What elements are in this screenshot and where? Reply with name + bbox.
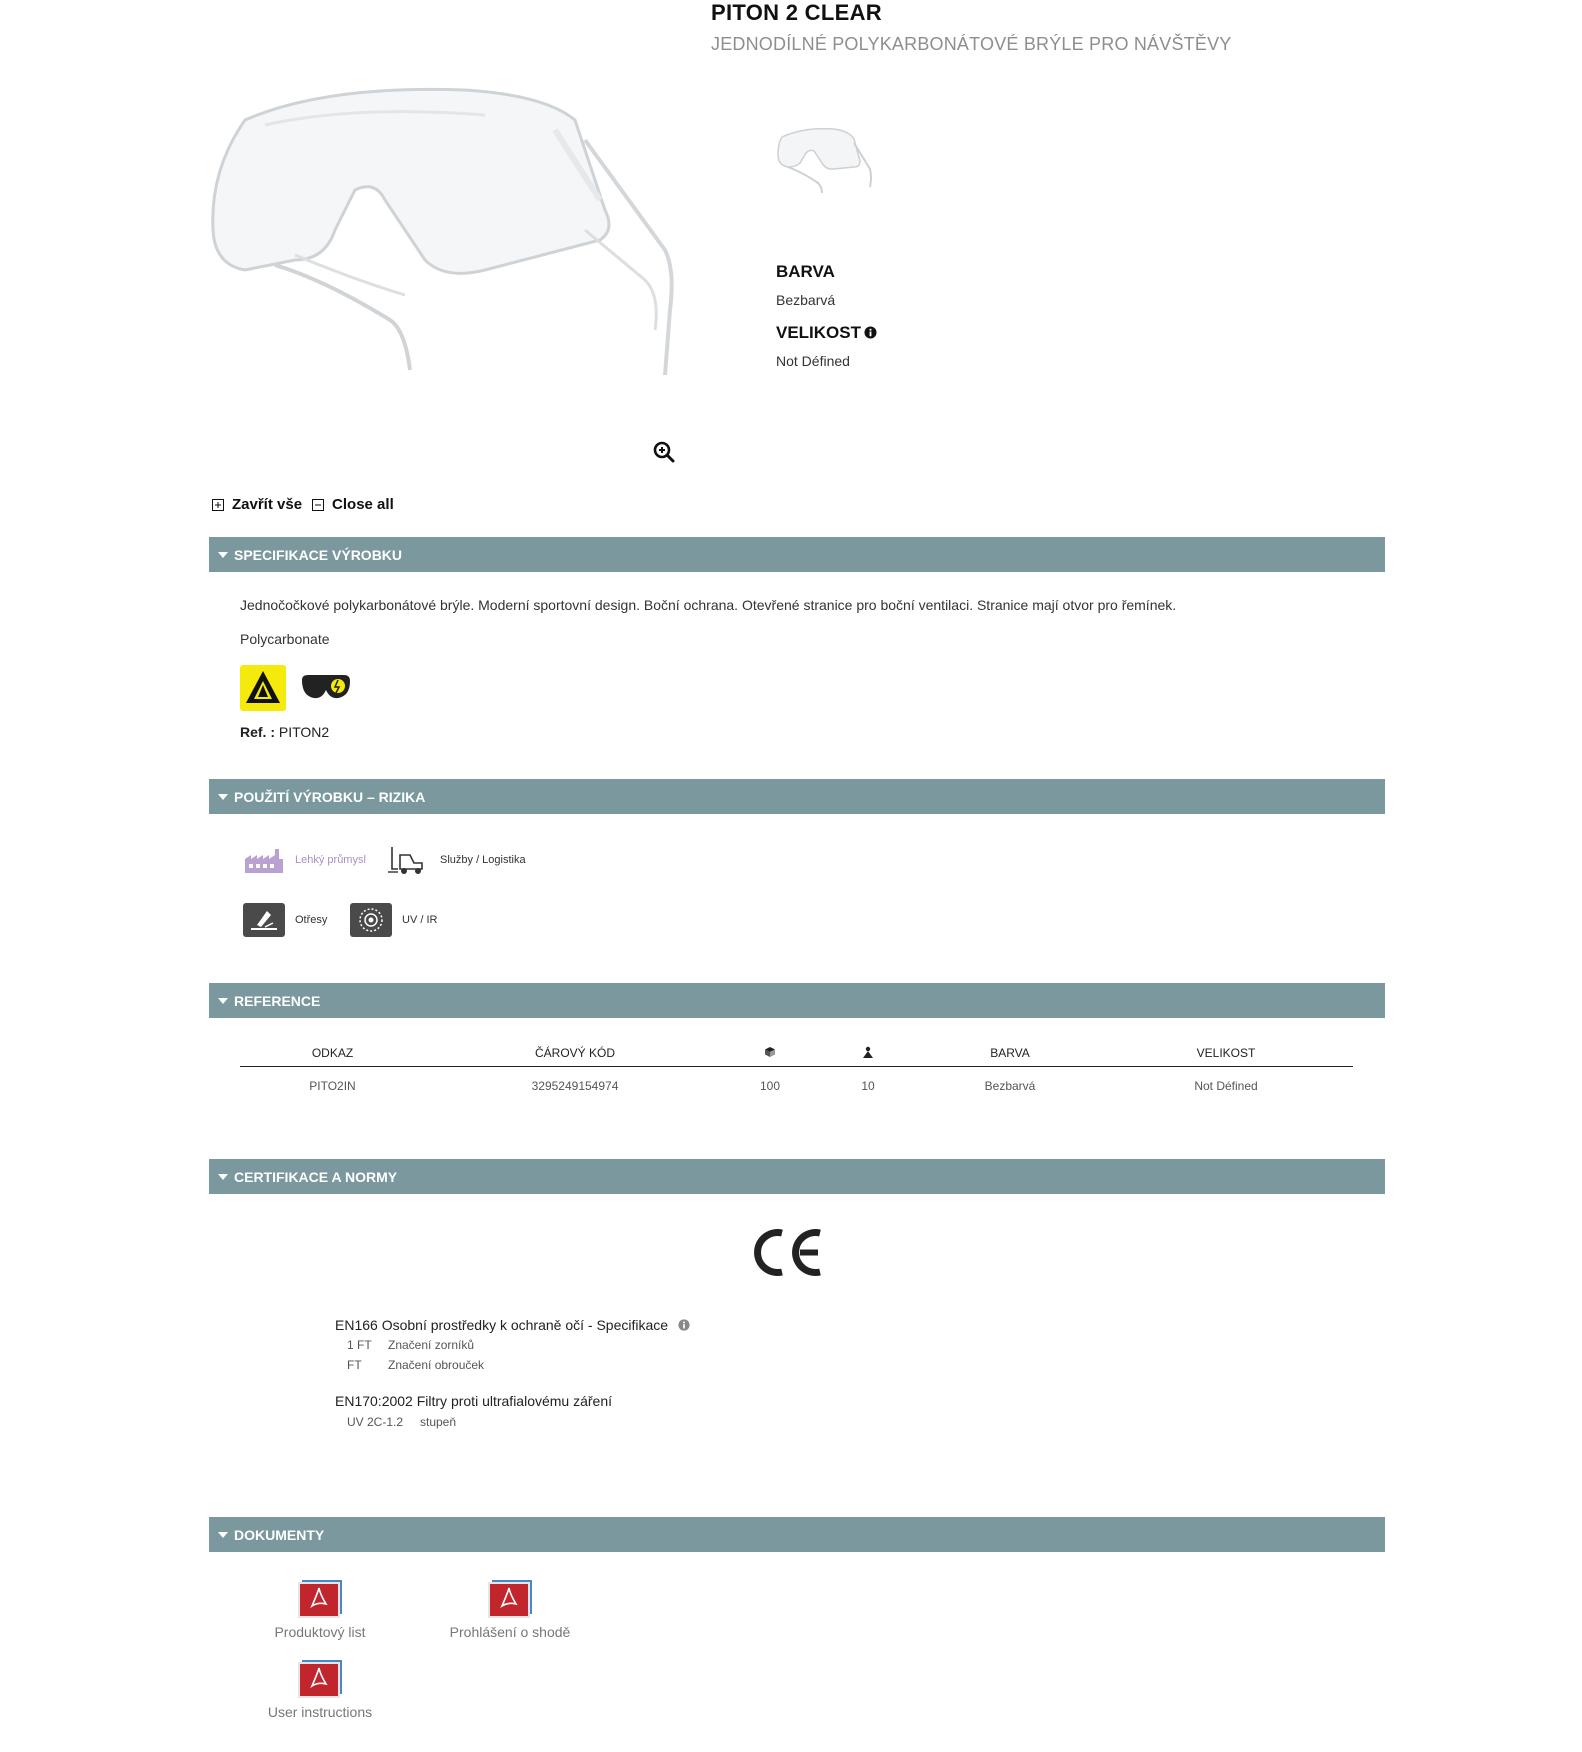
cell-unit-qty: 10 xyxy=(861,1079,875,1093)
sector-label: Lehký průmysl xyxy=(295,854,366,866)
minus-square-icon xyxy=(312,499,324,511)
risk-impact xyxy=(243,903,327,937)
pdf-file-icon xyxy=(296,1658,344,1698)
ref-value: PITON2 xyxy=(278,724,330,740)
info-icon[interactable] xyxy=(864,326,877,339)
risk-label: Otřesy xyxy=(295,914,328,926)
norm-code: UV 2C-1.2 xyxy=(347,1415,404,1429)
sector-light-industry xyxy=(243,845,366,875)
expand-all-label: Zavřít vše xyxy=(232,496,303,513)
caret-down-icon xyxy=(218,552,228,558)
section-title: POUŽITÍ VÝROBKU – RIZIKA xyxy=(234,788,426,805)
col-velikost: VELIKOST xyxy=(1099,1040,1353,1067)
info-icon[interactable] xyxy=(678,1319,690,1331)
section-title: REFERENCE xyxy=(234,992,321,1009)
norm-en170-title: EN170:2002 Filtry proti ultrafialovému záření xyxy=(335,1393,613,1409)
sector-logistics xyxy=(388,845,526,875)
forklift-icon xyxy=(388,845,430,875)
color-label: BARVA xyxy=(776,262,835,281)
caret-down-icon xyxy=(218,1532,228,1538)
section-title: DOKUMENTY xyxy=(234,1526,325,1543)
expand-all-button[interactable] xyxy=(212,496,302,513)
col-box-qty xyxy=(725,1040,815,1067)
product-material: Polycarbonate xyxy=(240,631,330,647)
section-header-usage[interactable] xyxy=(209,779,1385,814)
ce-mark-icon xyxy=(750,1225,825,1280)
pdf-file-icon xyxy=(486,1578,534,1618)
table-row xyxy=(240,1067,1353,1106)
document-label: User instructions xyxy=(267,1704,373,1720)
uv-ir-risk-icon xyxy=(350,903,392,937)
cell-barva: Bezbarvá xyxy=(984,1079,1036,1093)
document-label: Prohlášení o shodě xyxy=(449,1624,571,1640)
eye-protection-icon xyxy=(300,672,352,702)
norm-desc: Značení obrouček xyxy=(388,1358,485,1372)
close-all-button[interactable] xyxy=(312,496,394,513)
factory-icon xyxy=(243,845,285,875)
norm-line xyxy=(347,1358,484,1372)
close-all-label: Close all xyxy=(332,496,394,513)
section-header-documents[interactable] xyxy=(209,1517,1385,1552)
norm-en166-title-row xyxy=(335,1317,690,1333)
document-link-product-sheet[interactable] xyxy=(240,1578,400,1640)
norm-line xyxy=(347,1415,456,1429)
norm-line xyxy=(347,1338,474,1352)
reference-table xyxy=(240,1040,1353,1105)
size-label-row xyxy=(776,323,877,343)
ref-label: Ref. : xyxy=(240,724,275,740)
plus-square-icon xyxy=(212,499,224,511)
accordion-controls xyxy=(212,496,404,513)
document-link-user-instructions[interactable] xyxy=(240,1658,400,1720)
risk-uv-ir xyxy=(350,903,437,937)
reference-line xyxy=(240,724,329,740)
norm-code: 1 FT xyxy=(347,1338,372,1352)
pdf-file-icon xyxy=(296,1578,344,1618)
norm-title: EN166 Osobní prostředky k ochraně očí - Specifikace xyxy=(335,1317,669,1333)
box-icon xyxy=(764,1046,776,1058)
table-header-row xyxy=(240,1040,1353,1067)
product-main-image[interactable] xyxy=(205,80,685,390)
section-header-reference[interactable] xyxy=(209,983,1385,1018)
caret-down-icon xyxy=(218,998,228,1004)
color-value: Bezbarvá xyxy=(776,292,836,308)
col-barcode: ČÁROVÝ KÓD xyxy=(425,1040,725,1067)
document-link-declaration[interactable] xyxy=(430,1578,590,1640)
cell-velikost: Not Défined xyxy=(1194,1079,1258,1093)
section-title: CERTIFIKACE A NORMY xyxy=(234,1168,398,1185)
size-label: VELIKOST xyxy=(776,323,862,342)
impact-risk-icon xyxy=(243,903,285,937)
section-title: SPECIFIKACE VÝROBKU xyxy=(234,546,403,563)
product-thumbnail[interactable] xyxy=(774,125,874,195)
sector-label: Služby / Logistika xyxy=(440,854,526,866)
size-value: Not Défined xyxy=(776,353,850,369)
product-subtitle: JEDNODÍLNÉ POLYKARBONÁTOVÉ BRÝLE PRO NÁVŠTĚVY xyxy=(711,34,1232,54)
col-odkaz: ODKAZ xyxy=(240,1040,425,1067)
section-header-specs[interactable] xyxy=(209,537,1385,572)
delta-plus-logo-icon xyxy=(240,665,286,711)
cell-barcode: 3295249154974 xyxy=(531,1079,619,1093)
cell-box-qty: 100 xyxy=(759,1079,781,1093)
product-title: PITON 2 CLEAR xyxy=(711,0,882,25)
norm-desc: Značení zorníků xyxy=(388,1338,475,1352)
document-label: Produktový list xyxy=(274,1624,366,1640)
norm-code: FT xyxy=(347,1358,362,1372)
risk-label: UV / IR xyxy=(402,914,438,926)
section-header-certs[interactable] xyxy=(209,1159,1385,1194)
person-icon xyxy=(862,1046,874,1058)
cell-odkaz: PITO2IN xyxy=(309,1079,356,1093)
zoom-in-icon[interactable] xyxy=(652,440,676,464)
col-unit-qty xyxy=(815,1040,921,1067)
col-barva: BARVA xyxy=(921,1040,1099,1067)
caret-down-icon xyxy=(218,794,228,800)
norm-desc: stupeň xyxy=(420,1415,457,1429)
product-description: Jednočočkové polykarbonátové brýle. Moderní sportovní design. Boční ochrana. Otevřené stranice pro boční ventilaci. Stranice mají otvor pro řemínek. xyxy=(240,597,1177,613)
caret-down-icon xyxy=(218,1174,228,1180)
